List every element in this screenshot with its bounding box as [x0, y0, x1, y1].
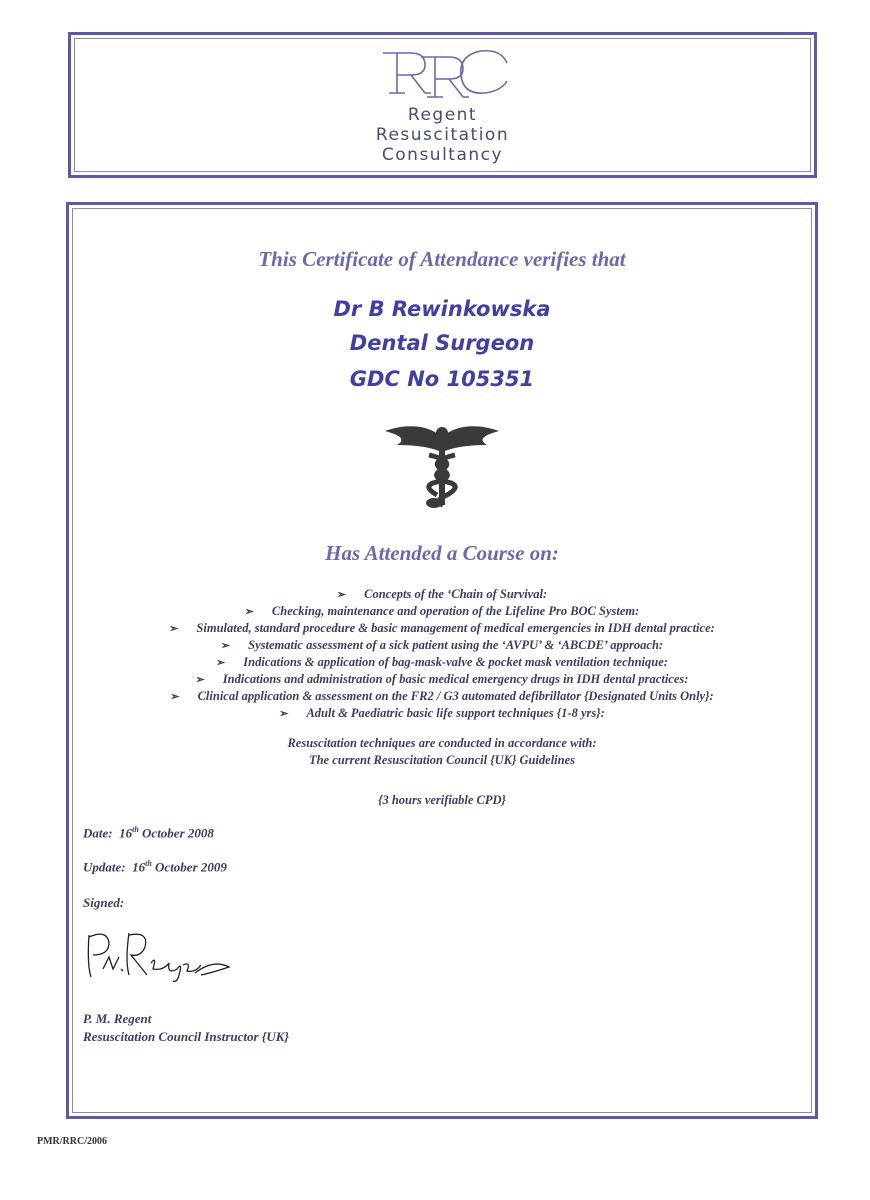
- caduceus-emblem: [377, 417, 507, 509]
- course-item: ➢ Indications and administration of basic medical emergency drugs in IDH dental practices:: [195, 672, 689, 686]
- document-code: PMR/RRC/2006: [37, 1136, 107, 1147]
- arrow-bullet-icon: ➢: [220, 640, 231, 652]
- course-item: ➢ Systematic assessment of a sick patient using the ‘AVPU’ & ‘ABCDE’ approach:: [220, 638, 664, 652]
- signed-label: Signed:: [83, 895, 125, 910]
- update-day: 16: [132, 859, 146, 875]
- signatory-name: P. M. Regent: [83, 1011, 152, 1026]
- course-item: ➢ Simulated, standard procedure & basic management of medical emergencies in IDH dental practice:: [169, 621, 715, 635]
- accordance-line-1: Resuscitation techniques are conducted in accordance with:: [287, 736, 597, 750]
- date-suffix: th: [132, 825, 139, 834]
- handwritten-signature: [83, 925, 233, 985]
- recipient-registration: GDC No 105351: [349, 367, 535, 391]
- signatory-title: Resuscitation Council Instructor {UK}: [83, 1029, 289, 1044]
- recipient-name: Dr B Rewinkowska: [333, 297, 551, 321]
- rrc-logo: [373, 43, 513, 101]
- arrow-bullet-icon: ➢: [169, 623, 179, 635]
- course-item: ➢ Clinical application & assessment on the FR2 / G3 automated defibrillator {Designated Units Only}:: [170, 689, 714, 703]
- letterhead-box: [68, 32, 817, 178]
- update-label: Update:: [83, 859, 126, 875]
- org-name-line-2: Resuscitation: [375, 125, 510, 145]
- attended-heading: Has Attended a Course on:: [325, 541, 559, 565]
- verify-heading: This Certificate of Attendance verifies that: [258, 247, 626, 271]
- recipient-role: Dental Surgeon: [349, 331, 535, 355]
- arrow-bullet-icon: ➢: [244, 606, 254, 618]
- course-item: ➢ Adult & Paediatric basic life support techniques {1-8 yrs}:: [279, 706, 605, 720]
- update-rest: October 2009: [155, 859, 227, 875]
- date-label: Date:: [83, 825, 113, 841]
- cpd-note: {3 hours verifiable CPD}: [378, 793, 506, 807]
- update-suffix: th: [145, 859, 152, 868]
- date-day: 16: [119, 825, 133, 841]
- arrow-bullet-icon: ➢: [195, 674, 205, 686]
- course-item: ➢ Concepts of the ‘Chain of Survival:: [336, 587, 548, 601]
- arrow-bullet-icon: ➢: [216, 657, 226, 669]
- course-item: ➢ Indications & application of bag-mask-valve & pocket mask ventilation technique:: [216, 655, 668, 669]
- certificate-body: [66, 202, 818, 1119]
- arrow-bullet-icon: ➢: [170, 691, 180, 703]
- course-item: ➢ Checking, maintenance and operation of the Lifeline Pro BOC System:: [244, 604, 640, 618]
- accordance-line-2: The current Resuscitation Council {UK} Guidelines: [308, 753, 576, 767]
- org-name-line-1: Regent: [407, 105, 478, 125]
- org-name-line-3: Consultancy: [381, 145, 504, 165]
- arrow-bullet-icon: ➢: [336, 589, 347, 601]
- update-line: [83, 859, 227, 875]
- arrow-bullet-icon: ➢: [279, 708, 289, 720]
- date-line: [83, 825, 214, 841]
- date-rest: October 2008: [142, 825, 214, 841]
